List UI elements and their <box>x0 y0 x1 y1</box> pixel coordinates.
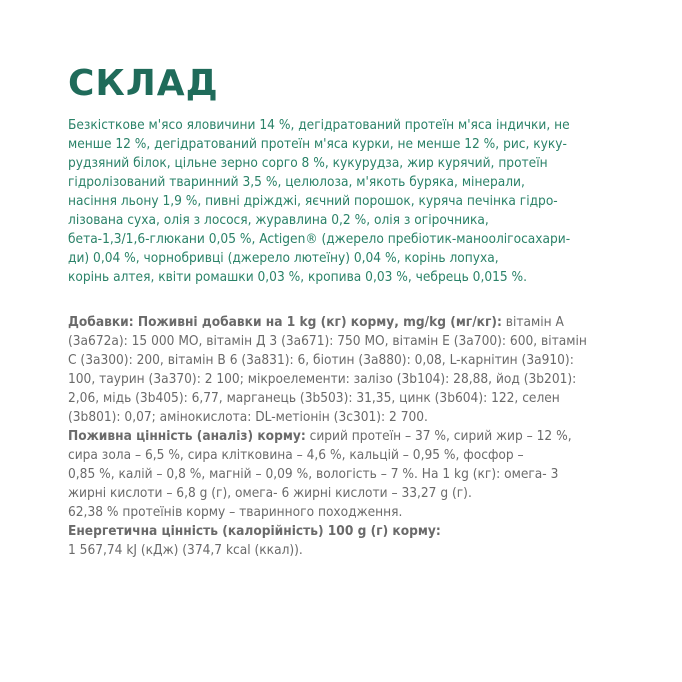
nutrition-line: жирні кислоти – 6,8 g (г), омега- 6 жирні кислоти – 33,27 g (г). <box>68 485 472 501</box>
additives-heading: Добавки: Поживні добавки на 1 kg (кг) корму, mg/kg (мг/кг): <box>68 314 502 330</box>
nutrition-block <box>68 427 628 522</box>
composition-line: насіння льону 1,9 %, пивні дріжджі, яєчний порошок, куряча печінка гідро- <box>68 193 558 209</box>
energy-block <box>68 522 628 560</box>
composition-line: корінь алтея, квіти ромашки 0,03 %, кропива 0,03 %, чебрець 0,015 %. <box>68 269 528 285</box>
additives-line: 2,06, мідь (3b405): 6,77, марганець (3b503): 31,35, цинк (3b604): 122, селен <box>68 390 560 406</box>
composition-text <box>68 116 628 287</box>
composition-line: лізована суха, олія з лосося, журавлина 0,2 %, олія з огірочника, <box>68 212 489 228</box>
additives-line: 100, таурин (3a370): 2 100; мікроелементи: залізо (3b104): 28,88, йод (3b201): <box>68 371 577 387</box>
nutrition-first-line <box>68 427 628 446</box>
composition-line: бета-1,3/1,6-глюкани 0,05 %, Actigen® (джерело пребіотик-маноолігосахари- <box>68 231 571 247</box>
details-section <box>68 313 628 560</box>
additives-line: (3b801): 0,07; амінокислота: DL-метіонін (3c301): 2 700. <box>68 409 428 425</box>
additives-line: (3a672a): 15 000 МО, вітамін Д 3 (3a671): 750 МО, вітамін Е (3a700): 600, вітамін <box>68 333 587 349</box>
composition-line: рудзяний білок, цільне зерно сорго 8 %, кукурудза, жир курячий, протеїн <box>68 155 548 171</box>
nutrition-first-line-text: сирий протеїн – 37 %, сирий жир – 12 %, <box>305 428 572 444</box>
product-composition-page <box>68 63 628 560</box>
energy-heading: Енергетична цінність (калорійність) 100 g (г) корму: <box>68 523 441 539</box>
composition-line: менше 12 %, дегідратований протеїн м'яса курки, не менше 12 %, рис, куку- <box>68 136 567 152</box>
composition-line: ди) 0,04 %, чорнобривці (джерело лютеїну) 0,04 %, корінь лопуха, <box>68 250 499 266</box>
page-title: СКЛАД <box>68 63 219 104</box>
nutrition-line: 0,85 %, калій – 0,8 %, магній – 0,09 %, вологість – 7 %. На 1 kg (кг): омега- 3 <box>68 466 559 482</box>
nutrition-line: сира зола – 6,5 %, сира клітковина – 4,6 %, кальцій – 0,95 %, фосфор – <box>68 447 524 463</box>
additives-line: С (3a300): 200, вітамін В 6 (3a831): 6, біотин (3a880): 0,08, L-карнітин (3a910): <box>68 352 574 368</box>
composition-line: Безкісткове м'ясо яловичини 14 %, дегідратований протеїн м'яса індички, не <box>68 117 570 133</box>
additives-first-line <box>68 313 628 332</box>
energy-heading-line <box>68 522 628 541</box>
composition-line: гідролізований тваринний 3,5 %, целюлоза, м'якоть буряка, мінерали, <box>68 174 525 190</box>
additives-block <box>68 313 628 427</box>
nutrition-line: 62,38 % протеїнів корму – тваринного походження. <box>68 504 403 520</box>
additives-first-line-text: вітамін А <box>501 314 564 330</box>
energy-value: 1 567,74 kJ (кДж) (374,7 kcal (ккал)). <box>68 542 303 558</box>
nutrition-heading: Поживна цінність (аналіз) корму: <box>68 428 306 444</box>
